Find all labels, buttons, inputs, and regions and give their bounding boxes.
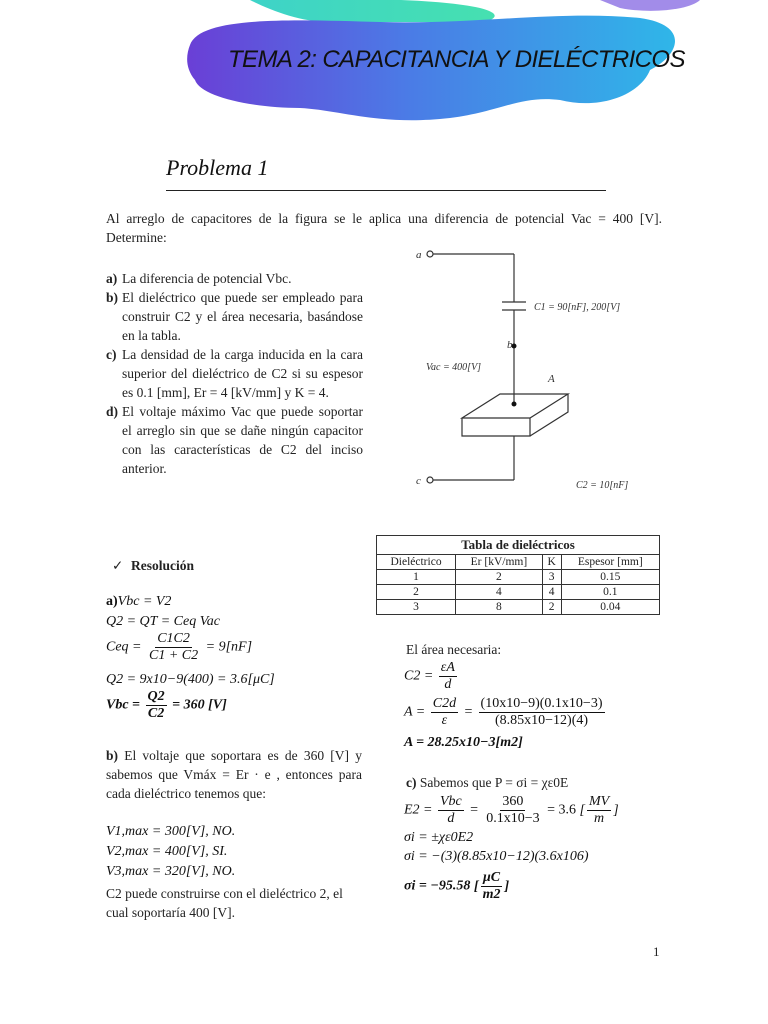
fraction-denominator: d <box>444 677 452 692</box>
table-cell: 4 <box>456 585 543 600</box>
fraction-denominator: C1 + C2 <box>149 648 199 663</box>
label-vac: Vac = 400[V] <box>426 362 482 373</box>
eq-a3-lhs: Ceq = <box>106 639 142 655</box>
question-list <box>106 269 363 478</box>
eq-c1-rhs: = 3.6 <box>547 802 577 818</box>
fraction-numerator: MV <box>588 794 610 809</box>
eq-a5-fraction <box>146 689 167 722</box>
equals-sign: = <box>463 704 474 720</box>
question-label: c) <box>106 347 117 362</box>
terminal-c <box>427 477 433 483</box>
table-cell: 0.04 <box>561 600 659 615</box>
label-b: b <box>507 339 513 351</box>
eq-area1-lhs: C2 = <box>404 668 434 684</box>
eq-area2-fraction2 <box>479 696 605 729</box>
table-cell: 0.15 <box>561 570 659 585</box>
area-heading: El área necesaria: <box>406 642 502 657</box>
page-title: TEMA 2: CAPACITANCIA Y DIELÉCTRICOS <box>228 46 685 73</box>
eq-a3 <box>106 631 252 664</box>
table-row <box>377 570 660 585</box>
problem-intro: Al arreglo de capacitores de la figura se le aplica una diferencia de potencial Vac = 400 [V]. Determine: <box>106 211 662 245</box>
table-cell: 3 <box>377 600 456 615</box>
table-header: Espesor [mm] <box>561 555 659 570</box>
question-c <box>106 345 363 402</box>
table-cell: 8 <box>456 600 543 615</box>
part-c-text <box>406 773 568 792</box>
eq-a1 <box>106 594 171 610</box>
eq-a2: Q2 = QT = Ceq Vac <box>106 614 220 629</box>
label-c1: C1 = 90[nF], 200[V] <box>534 302 621 313</box>
eq-a5-rhs: = 360 [V] <box>172 697 227 713</box>
table-cell: 3 <box>542 570 561 585</box>
question-a <box>106 269 363 288</box>
part-b-conclusion: C2 puede construirse con el dieléctrico 2, el cual soportaría 400 [V]. <box>106 886 343 920</box>
title-divider <box>166 190 606 191</box>
eq-area1 <box>404 660 459 693</box>
label-A: A <box>548 373 555 385</box>
eq-a1-text: Vbc = V2 <box>117 594 172 609</box>
eq-area2 <box>404 696 607 729</box>
question-text: El voltaje máximo Vac que puede soportar el arreglo sin que se dañe ningún capacitor con las características de C2 del inciso anterior. <box>122 404 363 476</box>
unit-fraction <box>587 794 611 827</box>
eq-c1-lhs: E2 = <box>404 802 433 818</box>
fraction-denominator: (8.85x10−12)(4) <box>495 713 589 728</box>
fraction-numerator: C1C2 <box>157 631 190 646</box>
label-a: a <box>416 249 422 261</box>
table-header: Er [kV/mm] <box>456 555 543 570</box>
part-c-label: c) <box>406 775 417 790</box>
fraction-numerator: (10x10−9)(0.1x10−3) <box>480 696 603 711</box>
table-header-row <box>377 555 660 570</box>
bracket-unit: [ $\frac{MV}{m}$ ] <box>579 794 619 826</box>
table-cell: 4 <box>542 585 561 600</box>
table-cell: 0.1 <box>561 585 659 600</box>
dielectric-table <box>376 535 660 615</box>
dielectric-front <box>462 418 530 436</box>
resolution-heading: Resolución <box>131 558 195 573</box>
eq-c-result <box>404 870 509 903</box>
fraction-numerator: εA <box>440 660 455 675</box>
eq-c3: σi = −(3)(8.85x10−12)(3.6x106) <box>404 849 589 864</box>
eq-area-result: A = 28.25x10−3[m2] <box>404 735 523 750</box>
eq-a5 <box>106 689 227 722</box>
eq-area1-fraction <box>439 660 457 693</box>
question-text: El dieléctrico que puede ser empleado para construir C2 y el área necesaria, basándose en la tabla. <box>122 290 363 343</box>
table-cell: 2 <box>377 585 456 600</box>
bracket-unit: [ $\frac{\mu C}{m2}$ ] <box>473 870 510 902</box>
table-row <box>377 585 660 600</box>
checkmark-icon: ✓ <box>112 558 124 573</box>
unit-fraction <box>481 870 503 903</box>
fraction-denominator: m2 <box>482 887 501 902</box>
fraction-numerator: C2d <box>432 696 457 711</box>
fraction-denominator: C2 <box>147 706 165 721</box>
problem-title: Problema 1 <box>166 155 269 180</box>
part-a-label: a) <box>106 594 118 609</box>
eq-c2: σi = ±χε0E2 <box>404 830 474 845</box>
eq-a3-fraction <box>147 631 200 664</box>
table-header: Dieléctrico <box>377 555 456 570</box>
label-c: c <box>416 475 421 487</box>
eq-area2-fraction1 <box>431 696 458 729</box>
eq-c1-fraction1 <box>438 794 464 827</box>
eq-b-v1: V1,max = 300[V], NO. <box>106 824 236 839</box>
question-label: b) <box>106 290 119 305</box>
eq-c-result-lhs: σi = −95.58 <box>404 878 471 894</box>
label-c2: C2 = 10[nF] <box>576 480 629 491</box>
part-b-text <box>106 746 362 803</box>
page-number: 1 <box>653 944 660 959</box>
header-banner <box>0 0 768 130</box>
eq-a3-rhs: = 9[nF] <box>205 639 253 655</box>
fraction-denominator: d <box>447 811 455 826</box>
question-b <box>106 288 363 345</box>
eq-b-v2: V2,max = 400[V], SI. <box>106 844 228 859</box>
fraction-denominator: ε <box>441 713 448 728</box>
eq-c1 <box>404 794 619 827</box>
part-b-label: b) <box>106 748 119 763</box>
table-cell: 2 <box>542 600 561 615</box>
question-label: a) <box>106 271 118 286</box>
fraction-numerator: 360 <box>502 794 524 809</box>
eq-b-v3: V3,max = 320[V], NO. <box>106 864 236 879</box>
part-b-body: El voltaje que soportara es de 360 [V] y sabemos que Vmáx = Er · e , entonces para cada dieléctrico tenemos que: <box>106 748 362 801</box>
node-a-dot <box>512 402 517 407</box>
eq-a4: Q2 = 9x10−9(400) = 3.6[μC] <box>106 672 275 687</box>
eq-c1-fraction2 <box>484 794 541 827</box>
terminal-a <box>427 251 433 257</box>
fraction-denominator: m <box>594 811 605 826</box>
question-label: d) <box>106 404 119 419</box>
question-text: La diferencia de potencial Vbc. <box>122 271 292 286</box>
table-cell: 1 <box>377 570 456 585</box>
equals-sign: = <box>469 802 479 818</box>
eq-area2-lhs: A = <box>404 704 426 720</box>
table-header: K <box>542 555 561 570</box>
circuit-diagram <box>410 242 650 502</box>
fraction-denominator: 0.1x10−3 <box>486 811 540 826</box>
table-caption: Tabla de dieléctricos <box>377 536 660 555</box>
fraction-numerator: Q2 <box>147 689 165 704</box>
question-d <box>106 402 363 478</box>
table-cell: 2 <box>456 570 543 585</box>
eq-a5-lhs: Vbc = <box>106 697 141 713</box>
part-c-body: Sabemos que P = σi = χε0E <box>419 775 569 790</box>
question-text: La densidad de la carga inducida en la cara superior del dieléctrico de C2 si su espesor es 0.1 [mm], Er = 4 [kV/mm] y K = 4. <box>122 347 363 400</box>
table-row <box>377 600 660 615</box>
fraction-numerator: Vbc <box>440 794 462 809</box>
fraction-numerator: μC <box>482 870 501 885</box>
